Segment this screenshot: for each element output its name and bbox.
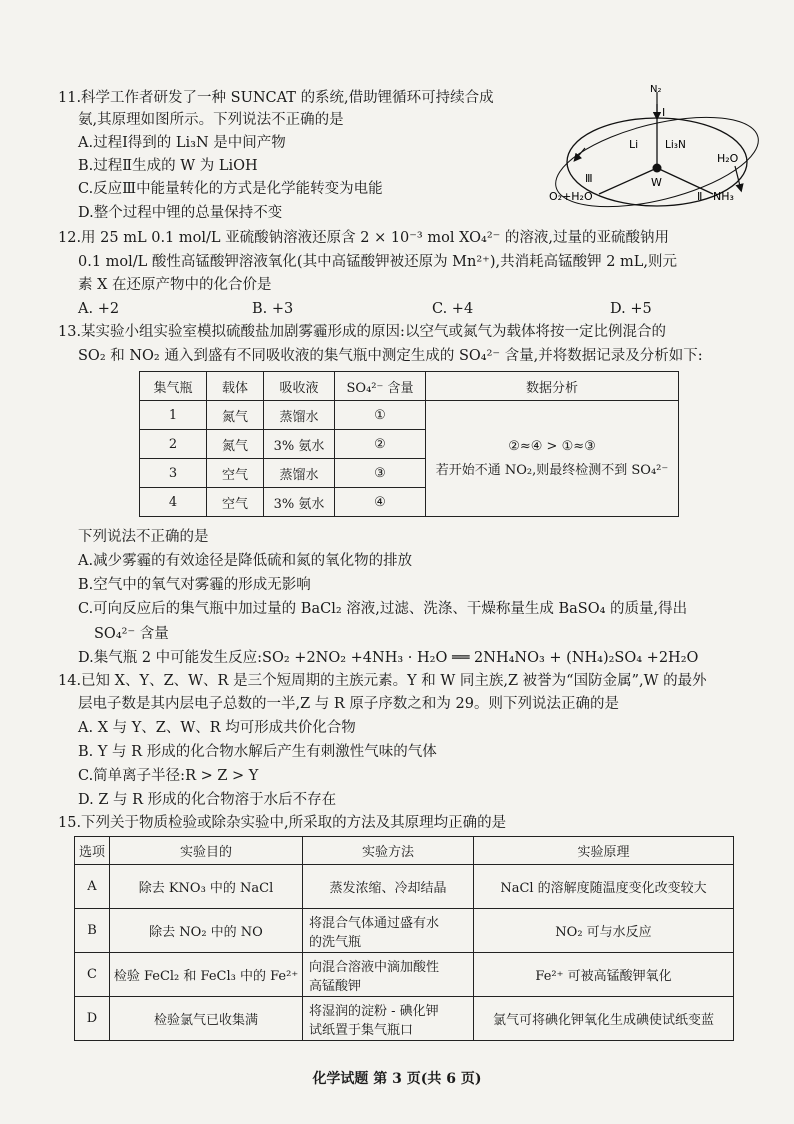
q15-method-line: 向混合溶液中滴加酸性	[309, 959, 440, 975]
table-row	[140, 401, 679, 430]
q13-header-bottle: 集气瓶	[140, 372, 207, 401]
q12-option-c: C. +4	[432, 301, 474, 317]
q13-analysis-line1: ②≈④ > ①≈③	[508, 438, 596, 454]
q13-cell: 3% 氨水	[264, 488, 335, 517]
q15-method-line: 的洗气瓶	[309, 934, 362, 950]
q12-stem-line1: 12.用 25 mL 0.1 mol/L 亚硫酸钠溶液还原含 2 × 10⁻³ mol XO₄²⁻ 的溶液,过量的亚硫酸钠用	[58, 230, 670, 246]
q13-cell: 1	[140, 401, 207, 430]
q12-stem-line2: 0.1 mol/L 酸性高锰酸钾溶液氧化(其中高锰酸钾被还原为 Mn²⁺),共消耗高锰酸钾 2 mL,则元	[78, 254, 678, 270]
spoke-right	[657, 168, 713, 194]
q13-header-carrier: 载体	[207, 372, 264, 401]
q11-option-c: C.反应Ⅲ中能量转化的方式是化学能转变为电能	[78, 181, 383, 197]
q13-option-a: A.减少雾霾的有效途径是降低硫和氮的氧化物的排放	[78, 553, 413, 569]
q15-options-table	[74, 836, 734, 1041]
q14-option-a: A. X 与 Y、Z、W、R 均可形成共价化合物	[78, 720, 356, 736]
q14-option-d: D. Z 与 R 形成的化合物溶于水后不存在	[78, 792, 337, 808]
q13-analysis-cell	[426, 401, 679, 517]
q15-method-line: 将湿润的淀粉 - 碘化钾	[309, 1003, 439, 1019]
q13-data-table	[139, 371, 679, 517]
q14-stem-line1: 14.已知 X、Y、Z、W、R 是三个短周期的主族元素。Y 和 W 同主族,Z 被誉为“国防金属”,W 的最外	[58, 673, 707, 689]
q13-prompt: 下列说法不正确的是	[78, 529, 209, 545]
q15-cell-principle: NO₂ 可与水反应	[474, 909, 734, 953]
label-li: Li	[629, 138, 639, 151]
q15-cell-purpose: 除去 NO₂ 中的 NO	[110, 909, 303, 953]
label-n2: N₂	[650, 84, 662, 95]
q15-cell-purpose: 检验 FeCl₂ 和 FeCl₃ 中的 Fe²⁺	[110, 953, 303, 997]
q13-cell: 氮气	[207, 401, 264, 430]
q15-cell-method	[303, 997, 474, 1041]
q13-cell: 空气	[207, 459, 264, 488]
q13-header-absorbent: 吸收液	[264, 372, 335, 401]
table-row	[75, 997, 734, 1041]
q13-cell: 3% 氨水	[264, 430, 335, 459]
label-i: Ⅰ	[662, 106, 666, 119]
q15-cell-method	[303, 909, 474, 953]
q15-method-line: 蒸发浓缩、冷却结晶	[329, 881, 447, 896]
label-li3n: Li₃N	[665, 139, 686, 151]
q15-cell-option: B	[75, 909, 110, 953]
table-row	[75, 865, 734, 909]
page-footer: 化学试题 第 3 页(共 6 页)	[312, 1071, 482, 1087]
spoke-left	[599, 168, 657, 194]
q15-cell-method	[303, 865, 474, 909]
q13-cell: 蒸馏水	[264, 459, 335, 488]
q13-cell: 蒸馏水	[264, 401, 335, 430]
q14-stem-line2: 层电子数是其内层电子总数的一半,Z 与 R 原子序数之和为 29。则下列说法正确的是	[78, 696, 619, 712]
q11-option-a: A.过程Ⅰ得到的 Li₃N 是中间产物	[78, 135, 286, 151]
q15-header-option: 选项	[75, 837, 110, 865]
q12-option-d: D. +5	[610, 301, 652, 317]
q13-option-b: B.空气中的氧气对雾霾的形成无影响	[78, 577, 311, 593]
q13-header-analysis: 数据分析	[426, 372, 679, 401]
q15-header-purpose: 实验目的	[110, 837, 303, 865]
q13-cell: ①	[335, 401, 426, 430]
label-h2o: H₂O	[717, 152, 739, 165]
q15-stem: 15.下列关于物质检验或除杂实验中,所采取的方法及其原理均正确的是	[58, 815, 507, 831]
q13-cell: 空气	[207, 488, 264, 517]
q15-cell-principle: 氯气可将碘化钾氧化生成碘使试纸变蓝	[474, 997, 734, 1041]
q15-cell-principle: NaCl 的溶解度随温度变化改变较大	[474, 865, 734, 909]
q13-option-d: D.集气瓶 2 中可能发生反应:SO₂ +2NO₂ +4NH₃ · H₂O ══ 2NH₄NO₃ + (NH₄)₂SO₄ +2H₂O	[78, 650, 699, 666]
q15-header-principle: 实验原理	[474, 837, 734, 865]
q15-header-method: 实验方法	[303, 837, 474, 865]
label-nh3: NH₃	[713, 190, 734, 203]
label-ii: Ⅱ	[697, 190, 703, 203]
q13-option-c-line1: C.可向反应后的集气瓶中加过量的 BaCl₂ 溶液,过滤、洗涤、干燥称量生成 BaSO₄ 的质量,得出	[78, 601, 688, 617]
q13-cell: 4	[140, 488, 207, 517]
q15-cell-method	[303, 953, 474, 997]
label-iii: Ⅲ	[585, 172, 593, 185]
q14-option-c: C.简单离子半径:R > Z > Y	[78, 768, 259, 784]
q13-stem-line1: 13.某实验小组实验室模拟硫酸盐加剧雾霾形成的原因:以空气或氮气为载体将按一定比例混合的	[58, 324, 666, 340]
q15-cell-purpose: 检验氯气已收集满	[110, 997, 303, 1041]
q11-stem-line1: 11.科学工作者研发了一种 SUNCAT 的系统,借助锂循环可持续合成	[58, 90, 494, 106]
q15-method-line: 将混合气体通过盛有水	[309, 915, 440, 931]
q15-method-line: 试纸置于集气瓶口	[309, 1022, 414, 1038]
q13-analysis-line2: 若开始不通 NO₂,则最终检测不到 SO₄²⁻	[435, 462, 669, 478]
q11-option-d: D.整个过程中锂的总量保持不变	[78, 205, 283, 221]
q12-option-b: B. +3	[252, 301, 294, 317]
q13-stem-line2: SO₂ 和 NO₂ 通入到盛有不同吸收液的集气瓶中测定生成的 SO₄²⁻ 含量,并将数据记录及分析如下:	[78, 348, 703, 364]
table-row	[75, 953, 734, 997]
q11-option-b: B.过程Ⅱ生成的 W 为 LiOH	[78, 158, 258, 174]
q15-cell-purpose: 除去 KNO₃ 中的 NaCl	[110, 865, 303, 909]
q12-option-a: A. +2	[78, 301, 120, 317]
q15-cell-principle: Fe²⁺ 可被高锰酸钾氧化	[474, 953, 734, 997]
label-o2h2o: O₂+H₂O	[549, 190, 593, 203]
q15-cell-option: D	[75, 997, 110, 1041]
q11-stem-line2: 氨,其原理如图所示。下列说法不正确的是	[78, 112, 344, 128]
arrow-nh3-out	[735, 166, 741, 190]
q13-header-content: SO₄²⁻ 含量	[335, 372, 426, 401]
q13-cell: 3	[140, 459, 207, 488]
q13-cell: 氮气	[207, 430, 264, 459]
q14-option-b: B. Y 与 R 形成的化合物水解后产生有刺激性气味的气体	[78, 744, 437, 760]
q13-cell: 2	[140, 430, 207, 459]
q15-method-line: 高锰酸钾	[309, 978, 362, 994]
q13-cell: ④	[335, 488, 426, 517]
arrow-cycle-left	[575, 148, 585, 160]
table-row	[75, 909, 734, 953]
suncat-cycle-diagram	[545, 82, 770, 212]
label-w: W	[651, 176, 662, 189]
q12-stem-line3: 素 X 在还原产物中的化合价是	[78, 277, 272, 293]
q13-cell: ③	[335, 459, 426, 488]
q15-cell-option: A	[75, 865, 110, 909]
center-dot	[653, 164, 662, 173]
q15-cell-option: C	[75, 953, 110, 997]
q13-cell: ②	[335, 430, 426, 459]
q13-option-c-line2: SO₄²⁻ 含量	[94, 626, 169, 642]
